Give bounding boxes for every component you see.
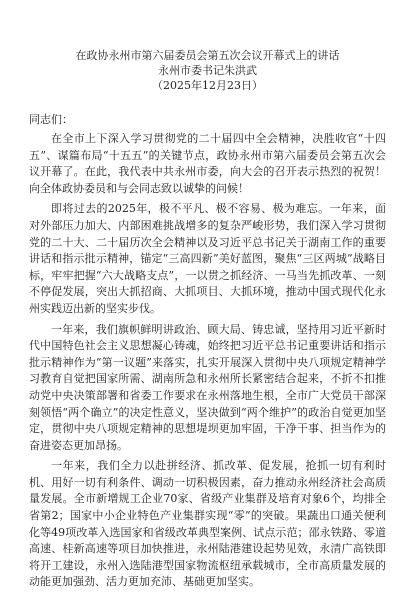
paragraph: 一年来，我们全力以赴拼经济、抓改革、促发展，抢抓一切有利时机、用好一切有利条件、调动一切积极因素，奋力推动永州经济社会高质量发展。全市新增规工企业70家、省级产业集群及培育对象6个，均排全省第2；国家中小企业特色产业集群实现“零”的突破。果蔬出口通关便利化等49项改革入选国家和省级改革典型案例、试点示范；邵永铁路、零道高速、桂新高速等项目加快推进，永州陆港建设起势见效，永清广高铁即将开工建设，永州入选陆港型国家物流枢纽承载城市，全市高质量发展的动能更加强劲、活力更加充沛、基础更加坚实。 (29, 459, 386, 589)
salutation: 同志们： (29, 113, 73, 126)
paragraph: 在全市上下深入学习贯彻党的二十届四中全会精神，决胜收官“十四五”、谋篇布局“十五五”的关键节点，政协永州市第六届委员会第五次会议开幕了。在此，我代表中共永州市委，向大会的召开表示热烈的祝贺！向全体政协委员和与会同志致以诚挚的问候！ (29, 132, 386, 195)
document-author: 永州市委书记朱洪武 (158, 64, 257, 77)
paragraph: 即将过去的2025年，极不平凡、极不容易、极为难忘。一年来，面对外部压力加大、内部困难挑战增多的复杂严峻形势，我们深入学习贯彻党的二十大、二十届历次全会精神以及习近平总书记关于湖南工作的重要讲话和指示批示精神，锚定“三高四新”美好蓝图，聚焦“三区两城”战略目标，牢牢把握“六大战略支点”，一以贯之抓经济、一马当先抓改革、一刻不停促发展，突出大抓招商、大抓项目、大抓环境，推动中国式现代化永州实践迈出新的坚实步伐。 (29, 202, 386, 315)
document-body (29, 131, 386, 595)
document-header (29, 0, 386, 93)
document-title: 在政协永州市第六届委员会第五次会议开幕式上的讲话 (75, 49, 340, 62)
document-date: （2025年12月23日） (152, 79, 263, 92)
paragraph: 一年来，我们旗帜鲜明讲政治、顾大局、铸忠诚，坚持用习近平新时代中国特色社会主义思想凝心铸魂，始终把习近平总书记重要讲话和指示批示精神作为“第一议题”来落实，扎实开展深入贯彻中央八项规定精神学习教育自觉把国家所需、湖南所急和永州所长紧密结合起来，不折不扣推动党中央决策部署和省委工作要求在永州落地生根，全市广大党员干部深刻领悟“两个确立”的决定性意义，坚决做到“两个维护”的政治自觉更加坚定，贯彻中央八项规定精神的思想堤坝更加牢固，干净干事、担当作为的奋进姿态更加昂扬。 (29, 322, 386, 452)
